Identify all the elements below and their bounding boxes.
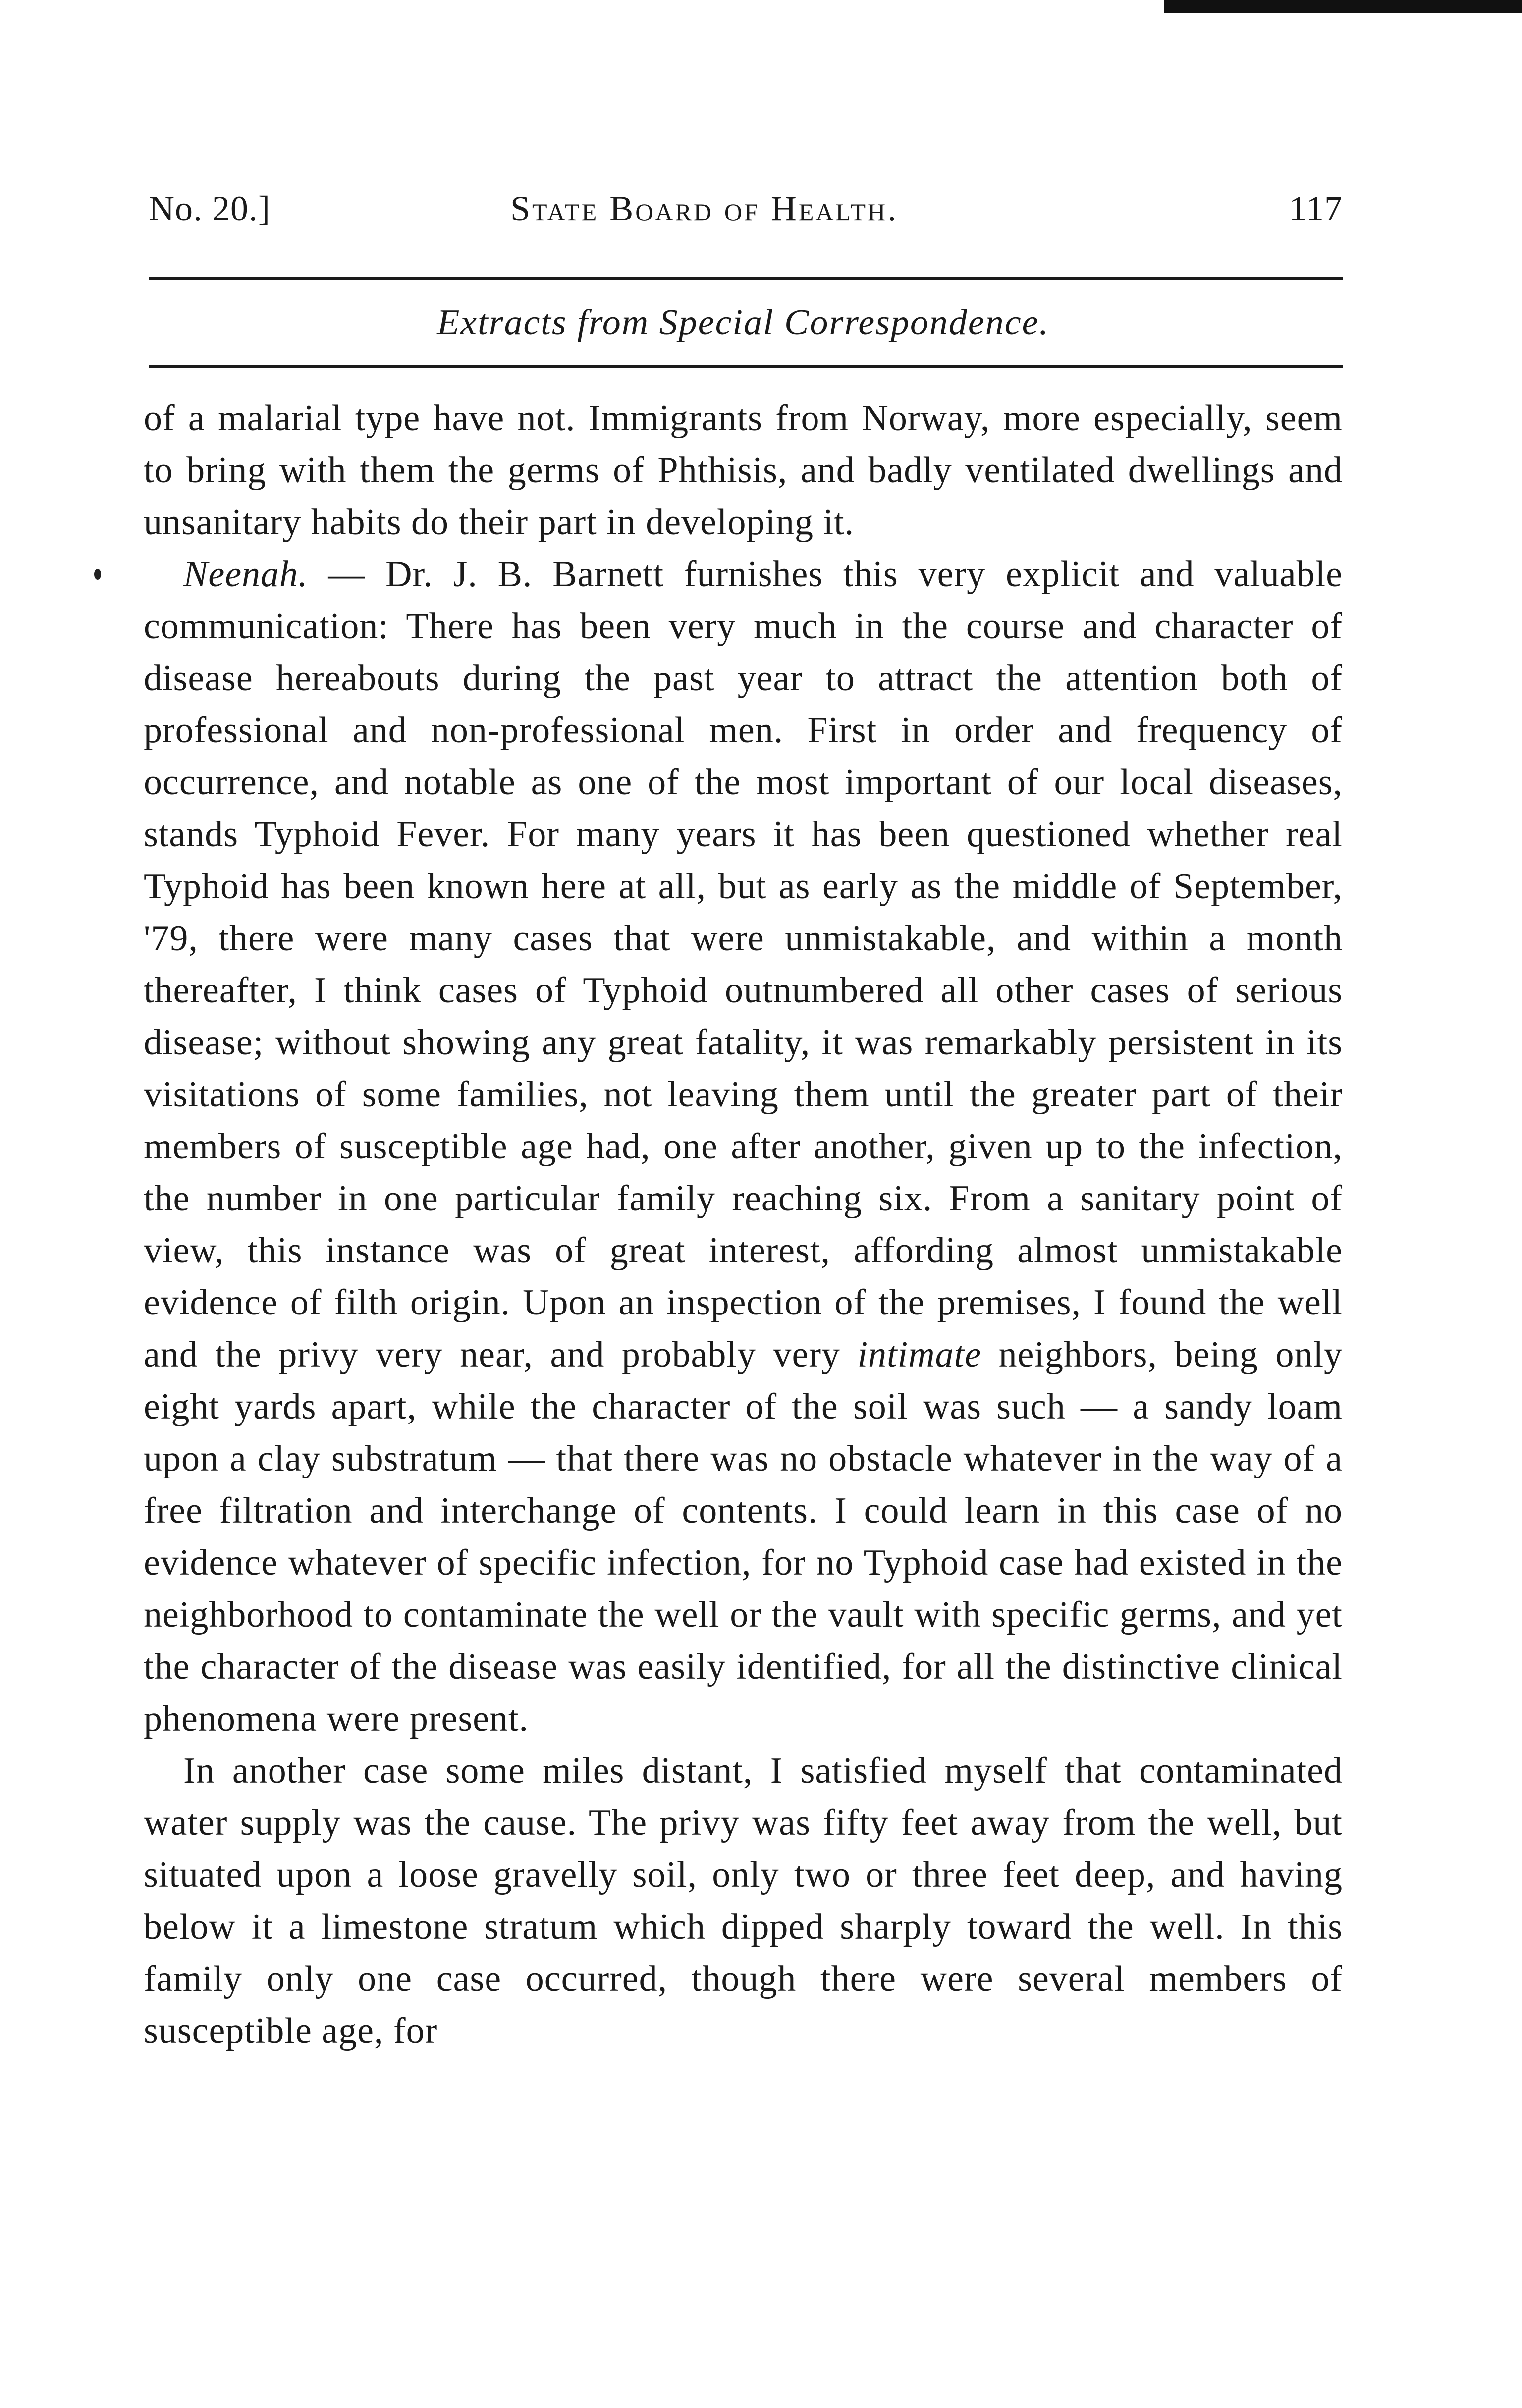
section-title: Extracts from Special Correspondence. — [437, 302, 1049, 343]
running-title: State Board of Health. — [510, 189, 899, 228]
paragraph-another-case: In another case some miles distant, I satisfied myself that contaminated water supply was the cause. The privy was fifty feet away from the well, but situated upon a loose gravelly soil, only two or three feet deep, and having below it a limestone stratum which dipped sharply toward the well. In this family only one case occurred, though there were several members of susceptible age, for — [144, 1751, 1343, 2051]
header-rule-bottom — [149, 365, 1343, 368]
page-number: 117 — [1289, 189, 1343, 228]
margin-speck — [94, 569, 101, 580]
paragraph-text: neighbors, being only eight yards apart, while the character of the soil was such — a sandy loam upon a clay substratum — that there was no obstacle whatever in the way of a free filtration and interchange of contents. I could learn in this case of no evidence whatever of specific infection, for no Typhoid case had existed in the neighborhood to contaminate the well or the vault with specific germs, and yet the character of the disease was easily identified, for all the distinctive clinical phenomena were present. — [144, 1334, 1343, 1739]
paragraph-text: — Dr. J. B. Barnett furnishes this very explicit and valuable communication: There has been very much in the course and character of disease hereabouts during the past year to attract the attention both of professional and non-professional men. First in order and frequency of occurrence, and notable as one of the most important of our local diseases, stands Typhoid Fever. For many years it has been questioned whether real Typhoid has been known here at all, but as early as the middle of September, '79, there were many cases that were unmistakable, and within a month thereafter, I think cases of Typhoid outnumbered all other cases of serious disease; without showing any great fatality, it was remarkably persistent in its visitations of some families, not leaving them until the greater part of their members of susceptible age had, one after another, given up to the infection, the number in one particular family reaching six. From a sanitary point of view, this instance was of great interest, affording almost unmistakable evidence of filth origin. Upon an inspection of the premises, I found the well and the privy very near, and probably very — [144, 554, 1343, 1375]
emphasized-word: intimate — [857, 1334, 982, 1375]
document-number: No. 20.] — [149, 189, 271, 228]
place-name: Neenah. — [183, 554, 308, 595]
body-text — [144, 392, 1343, 2057]
running-head — [144, 188, 1343, 248]
paragraph-neenah — [144, 548, 1343, 1745]
paragraph-continuation: of a malarial type have not. Immigrants from Norway, more especially, seem to bring with them the germs of Phthisis, and badly ventilated dwellings and unsanitary habits do their part in developing it. — [144, 398, 1343, 543]
page-edge-shadow — [1164, 0, 1522, 13]
document-page — [144, 188, 1343, 2057]
